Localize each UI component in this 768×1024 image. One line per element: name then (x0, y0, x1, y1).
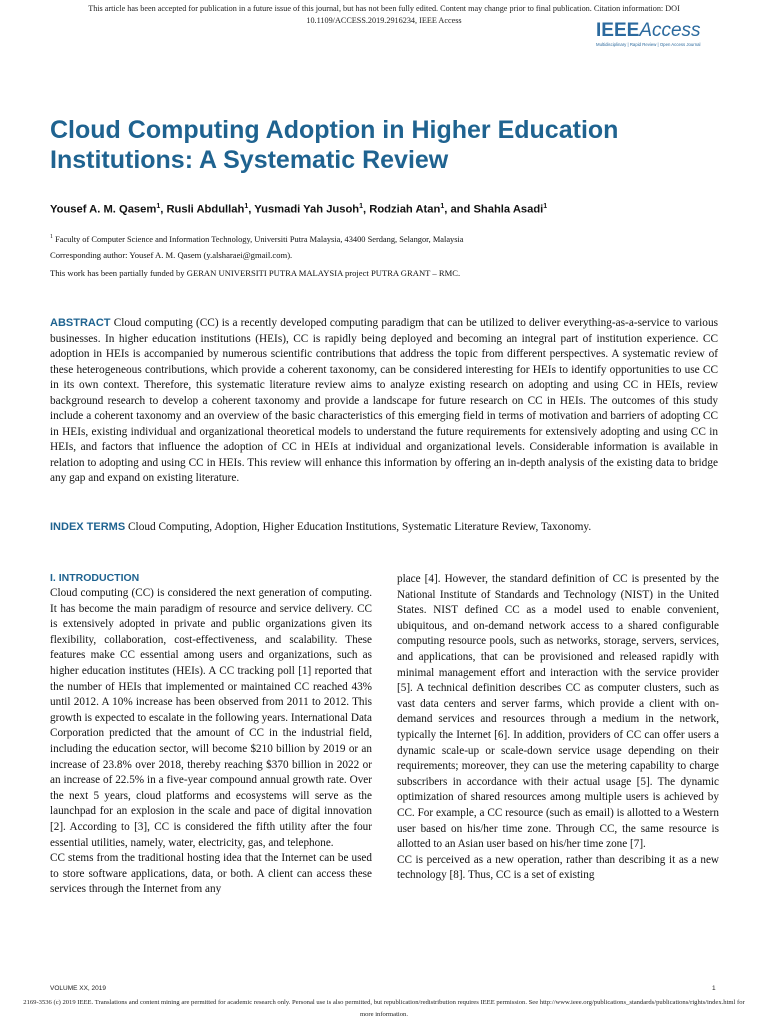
affiliation-mark: 1 (50, 234, 53, 240)
index-terms-label: INDEX TERMS (50, 521, 126, 533)
right-column (397, 572, 719, 884)
author-name: Yusmadi Yah Jusoh (254, 203, 360, 216)
section-heading: I. INTRODUCTION (50, 572, 140, 584)
paragraph: CC is perceived as a new operation, rather than describing it as a new technology [8]. Thus, CC is a set of existing (397, 853, 719, 882)
author-name: Shahla Asadi (473, 203, 544, 216)
paragraph: Cloud computing (CC) is considered the next generation of computing. It has become the main paradigm of resource and service delivery. CC is extensively adopted in private and public organizations given its flexibility, collaboration, cost-effectiveness, and scalability. These features make CC essential among users and organizations, such as higher education institutes (HEIs). A CC tracking poll [1] reported that the number of HEIs that implemented or maintained CC reached 43% until 2012. A 10% increase has been observed from 2011 to 2012. This growth is expected to escalate in the following years. International Data Corporation predicted that the amount of CC in the industrial field, including the education sector, will become $210 billion by 2019 or an increase of 23.8% over 2018, thereby reaching $370 billion in 2022 or an increase of 22.5% in a five-year compound annual growth rate. Over the next 5 years, cloud platforms and ecosystems will serve as the launchpad for an explosion in the scale and pace of digital innovation [2]. According to [3], CC is considered the fifth utility after the four essential utilities, namely, water, electricity, gas, and telephone. (50, 587, 372, 849)
abstract (50, 316, 718, 487)
index-terms-text: Cloud Computing, Adoption, Higher Education Institutions, Systematic Literature Review, Taxonomy. (128, 521, 592, 533)
author-affiliation-mark: 1 (359, 203, 364, 210)
author-affiliation-mark: 1 (440, 203, 445, 210)
publication-notice: This article has been accepted for publication in a future issue of this journal, but has not been fully edited. Content may change prior to final publication. Citation information: DOI 10.1109/ACCESS.2019.2916234, IEEE Access (88, 4, 680, 25)
author-affiliation-mark: 1 (156, 203, 161, 210)
author-list (50, 200, 730, 217)
index-terms (50, 520, 630, 536)
author-name: Rodziah Atan (369, 203, 441, 216)
author-name: Rusli Abdullah (166, 203, 245, 216)
funding-note: This work has been partially funded by GERAN UNIVERSITI PUTRA MALAYSIA project PUTRA GRANT – RMC. (50, 268, 461, 278)
logo-ieee: IEEE (596, 20, 640, 41)
author-separator: , (363, 203, 370, 216)
author-separator: , (160, 203, 167, 216)
paragraph: place [4]. However, the standard definition of CC is presented by the National Institute of Standards and Technology (NIST) in the United States. NIST defined CC as a model used to enable convenient, ubiquitous, and on-demand network access to a shared configurable computing resource pools, such as networks, storage, servers, services, and applications, that can be provisioned and released rapidly with minimal management effort and interaction with the service provider [5]. A technical definition describes CC as computer clusters, such as vast data centers and server farms, which provide a client with on-demand services and resources through a medium in the network, typically the Internet [6]. In addition, providers of CC can offer users a dynamic scale-up or scale-down service usage depending on their requirements; moreover, they can use the metering capability to charge subscribers in accordance with their actual usage [5]. The dynamic optimization of shared resources among multiple users is achieved by CC. For example, a CC resource (such as email) is allotted to a Western user based on his/her time zone. Through CC, the same resource is allotted to an Asian user based on his/her time zone [7]. (397, 573, 719, 851)
author-separator: , (248, 203, 255, 216)
paragraph: CC stems from the traditional hosting idea that the Internet can be used to store software applications, data, or both. A client can access these services through the Internet from any (50, 852, 372, 896)
volume-label: VOLUME XX, 2019 (50, 985, 106, 992)
affiliation-text: Faculty of Computer Science and Information Technology, Universiti Putra Malaysia, 43400 Serdang, Selangor, Malaysia (53, 234, 464, 244)
author-affiliation-mark: 1 (543, 203, 548, 210)
paper-title: Cloud Computing Adoption in Higher Education Institutions: A Systematic Review (50, 116, 619, 174)
logo-tagline: Multidisciplinary | Rapid Review | Open Access Journal (596, 42, 701, 47)
logo-access: Access (639, 20, 701, 41)
left-column (50, 572, 372, 898)
corresponding-author: Corresponding author: Yousef A. M. Qasem (y.alsharaei@gmail.com). (50, 250, 293, 260)
abstract-text: Cloud computing (CC) is a recently developed computing paradigm that can be utilized to deliver everything-as-a-service to various businesses. In higher education institutions (HEIs), CC is rapidly being deployed and becoming an integral part of institution experience. CC adoption in HEIs is accompanied by numerous scientific contributions that address the topic from different perspectives. A systematic review of these heterogeneous contributions, which provide a coherent taxonomy, can be considered interesting for HEIs to identify opportunities to use CC in its own context. Therefore, this systematic literature review aims to analyze existing research on adopting and using CC in HEIs, review background research to develop a coherent taxonomy and provide a landscape for future research on CC in HEIs. The outcomes of this study include a coherent taxonomy and an overview of the basic characteristics of this emerging field in terms of motivation and barriers of adopting CC in HEIs, existing individual and organizational theoretical models to understand the future requirements for extensively adopting and using CC in HEIs, and factors that influence the adoption of CC in HEIs at individual and organizational levels. Considerable information is available in relation to adopting and using CC in HEIs. This review will enhance this information by offering an in-depth analysis of the existing data to bridge any gap and expand on existing literature. (50, 317, 718, 484)
logo-wordmark (596, 20, 736, 42)
author-separator: , and (444, 203, 474, 216)
author-name: Yousef A. M. Qasem (50, 203, 157, 216)
affiliation (50, 232, 730, 245)
ieee-access-logo (596, 20, 736, 48)
page-number: 1 (712, 985, 716, 992)
abstract-label: ABSTRACT (50, 317, 111, 329)
author-affiliation-mark: 1 (244, 203, 249, 210)
copyright-notice: 2169-3536 (c) 2019 IEEE. Translations and content mining are permitted for academic research only. Personal use is also permitted, but republication/redistribution requires IEEE permission. See http://www.ieee.org/publications_standards/publications/rights/index.html for more information. (23, 999, 745, 1018)
